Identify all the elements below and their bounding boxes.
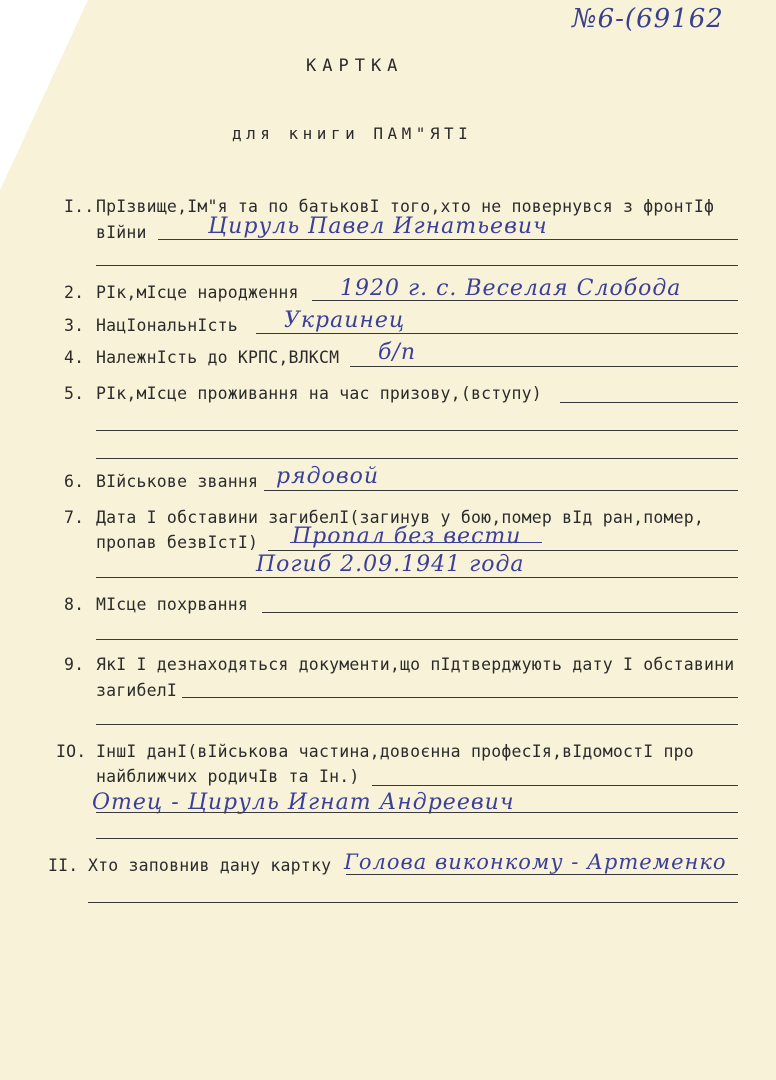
field-1-line-2 bbox=[96, 265, 738, 266]
field-4-line bbox=[350, 366, 738, 367]
field-11-number: II. bbox=[48, 856, 79, 875]
field-2-label: РІк,мІсце народження bbox=[96, 283, 299, 302]
field-1-label-cont: вІйни bbox=[96, 223, 147, 242]
field-5-label: РІк,мІсце проживання на час призову,(вступу) bbox=[96, 384, 542, 403]
field-10-number: IO. bbox=[56, 742, 87, 761]
field-4-value: б/п bbox=[378, 340, 417, 365]
field-8-number: 8. bbox=[64, 595, 85, 614]
field-6-value: рядовой bbox=[276, 464, 380, 489]
field-1-number: I.. bbox=[64, 197, 95, 216]
field-7-value: Погиб 2.09.1941 года bbox=[256, 552, 525, 577]
field-9-number: 9. bbox=[64, 655, 85, 674]
card-subtitle: для книги ПАМ"ЯТІ bbox=[232, 124, 473, 143]
field-8-line-2 bbox=[96, 639, 738, 640]
field-9-label-cont: загибелІ bbox=[96, 681, 178, 700]
field-10-line bbox=[372, 785, 738, 786]
field-11-line bbox=[346, 874, 738, 875]
field-5-line-2 bbox=[96, 430, 738, 431]
field-3-number: 3. bbox=[64, 316, 85, 335]
field-7-label-cont: пропав безвІстІ) bbox=[96, 533, 259, 552]
field-9-line bbox=[182, 697, 738, 698]
field-10-label-cont: найближчих родичІв та Ін.) bbox=[96, 767, 360, 786]
field-10-line-2 bbox=[96, 812, 738, 813]
field-7-line bbox=[268, 550, 738, 551]
archive-number: №6-(69162 bbox=[572, 4, 724, 34]
field-7-line-2 bbox=[96, 577, 738, 578]
field-7-strikethrough bbox=[290, 542, 542, 543]
field-4-label: НалежнІсть до КРПС,ВЛКСМ bbox=[96, 348, 340, 367]
field-5-number: 5. bbox=[64, 384, 85, 403]
field-1-label: ПрІзвище,Ім"я та по батьковІ того,хто не повернувся з фронтІф bbox=[96, 197, 715, 216]
field-5-line-3 bbox=[96, 458, 738, 459]
field-7-label: Дата І обставини загибелІ(загинув у бою,помер вІд ран,помер, bbox=[96, 508, 705, 527]
field-7-struck-value: Пропал без вести bbox=[292, 524, 522, 549]
field-6-label: ВІйськове звання bbox=[96, 472, 259, 491]
field-1-value: Цируль Павел Игнатьевич bbox=[208, 214, 548, 239]
field-4-number: 4. bbox=[64, 348, 85, 367]
field-10-value: Отец - Цируль Игнат Андреевич bbox=[92, 790, 515, 815]
field-9-line-2 bbox=[96, 724, 738, 725]
field-8-line bbox=[262, 612, 738, 613]
field-11-value: Голова виконкому - Артеменко bbox=[344, 850, 727, 874]
field-3-label: НацІональнІсть bbox=[96, 316, 238, 335]
field-1-line bbox=[158, 239, 738, 240]
field-6-line bbox=[264, 490, 738, 491]
field-3-value: Украинец bbox=[284, 308, 406, 333]
field-11-label: Хто заповнив дану картку bbox=[88, 856, 332, 875]
card-title: КАРТКА bbox=[306, 56, 404, 76]
field-6-number: 6. bbox=[64, 472, 85, 491]
field-3-line bbox=[256, 333, 738, 334]
field-2-value: 1920 г. с. Веселая Слобода bbox=[340, 276, 682, 301]
field-10-line-3 bbox=[96, 838, 738, 839]
field-9-label: ЯкІ І дезнаходяться документи,що пІдтверджують дату І обставини bbox=[96, 655, 735, 674]
field-11-line-2 bbox=[88, 902, 738, 903]
field-2-number: 2. bbox=[64, 283, 85, 302]
field-10-label: ІншІ данІ(вІйськова частина,довоєнна професІя,вІдомостІ про bbox=[96, 742, 694, 761]
field-8-label: МІсце похрвання bbox=[96, 595, 249, 614]
field-5-line bbox=[560, 402, 738, 403]
field-7-number: 7. bbox=[64, 508, 85, 527]
